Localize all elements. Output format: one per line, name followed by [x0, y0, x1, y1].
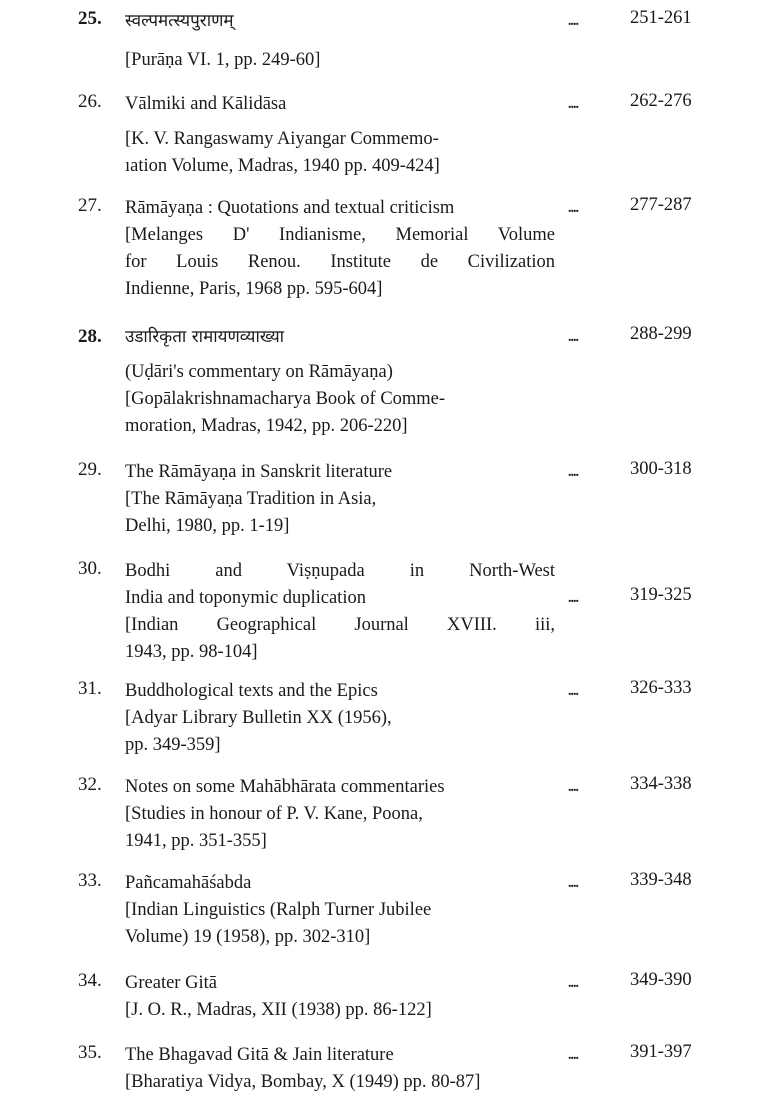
entry-title: Greater Gitā: [125, 973, 217, 993]
leader-dots: ....: [568, 97, 578, 112]
entry-citation: moration, Madras, 1942, pp. 206-220]: [125, 416, 408, 436]
page-range: 326-333: [630, 678, 692, 698]
leader-dots: ....: [568, 780, 578, 795]
entry-number: 30.: [78, 558, 102, 579]
entry-title: Rāmāyaṇa : Quotations and textual criticism: [125, 198, 455, 218]
entry-citation: [K. V. Rangaswamy Aiyangar Commemo-: [125, 129, 439, 149]
entry-citation: [Melanges D' Indianisme, Memorial Volume: [125, 225, 555, 245]
leader-dots: ....: [568, 876, 578, 891]
entry-number: 28.: [78, 326, 102, 347]
entry-citation: 1943, pp. 98-104]: [125, 642, 258, 662]
entry-number: 26.: [78, 91, 102, 112]
leader-dots: ....: [568, 465, 578, 480]
leader-dots: ....: [568, 201, 578, 216]
entry-title: Bodhi and Viṣṇupada in North-West: [125, 561, 555, 581]
entry-citation: [Studies in honour of P. V. Kane, Poona,: [125, 804, 423, 824]
entry-citation: [J. O. R., Madras, XII (1938) pp. 86-122]: [125, 1000, 432, 1020]
page-range: 334-338: [630, 774, 692, 794]
entry-number: 33.: [78, 870, 102, 891]
entry-number: 32.: [78, 774, 102, 795]
entry-citation: Volume) 19 (1958), pp. 302-310]: [125, 927, 371, 947]
leader-dots: ....: [568, 330, 578, 345]
page-range: 262-276: [630, 91, 692, 111]
entry-title: Notes on some Mahābhārata commentaries: [125, 777, 445, 797]
page-range: 349-390: [630, 970, 692, 990]
entry-number: 34.: [78, 970, 102, 991]
entry-citation: 1941, pp. 351-355]: [125, 831, 267, 851]
leader-dots: ....: [568, 684, 578, 699]
entry-citation: for Louis Renou. Institute de Civilization: [125, 252, 555, 272]
entry-number: 35.: [78, 1042, 102, 1063]
entry-citation: [Purāṇa VI. 1, pp. 249-60]: [125, 50, 321, 70]
entry-number: 31.: [78, 678, 102, 699]
entry-title: स्वल्पमत्स्यपुराणम्: [125, 11, 234, 31]
entry-citation: [Adyar Library Bulletin XX (1956),: [125, 708, 392, 728]
entry-title: Pañcamahāśabda: [125, 873, 252, 893]
entry-title: The Bhagavad Gitā & Jain literature: [125, 1045, 394, 1065]
entry-citation: [Gopālakrishnamacharya Book of Comme-: [125, 389, 446, 409]
page-range: 251-261: [630, 8, 692, 28]
entry-citation: [The Rāmāyaṇa Tradition in Asia,: [125, 489, 377, 509]
entry-subtitle: (Uḍāri's commentary on Rāmāyaṇa): [125, 362, 393, 382]
entry-citation: Indienne, Paris, 1968 pp. 595-604]: [125, 279, 383, 299]
leader-dots: ....: [568, 1048, 578, 1063]
entry-citation: ıation Volume, Madras, 1940 pp. 409-424]: [125, 156, 440, 176]
leader-dots: ....: [568, 976, 578, 991]
entry-citation: Delhi, 1980, pp. 1-19]: [125, 516, 290, 536]
entry-title: India and toponymic duplication: [125, 588, 366, 608]
page-range: 391-397: [630, 1042, 692, 1062]
leader-dots: ....: [568, 14, 578, 29]
entry-title: उडारिकृता रामायणव्याख्या: [125, 327, 285, 347]
entry-title: Vālmiki and Kālidāsa: [125, 94, 287, 114]
leader-dots: ....: [568, 591, 578, 606]
entry-number: 29.: [78, 459, 102, 480]
entry-number: 25.: [78, 8, 102, 29]
page-range: 319-325: [630, 585, 692, 605]
entry-citation: pp. 349-359]: [125, 735, 221, 755]
entry-citation: [Indian Geographical Journal XVIII. iii,: [125, 615, 555, 635]
entry-citation: [Indian Linguistics (Ralph Turner Jubilee: [125, 900, 432, 920]
page-range: 288-299: [630, 324, 692, 344]
page-range: 339-348: [630, 870, 692, 890]
entry-citation: [Bharatiya Vidya, Bombay, X (1949) pp. 80-87]: [125, 1072, 481, 1092]
entry-number: 27.: [78, 195, 102, 216]
entry-title: Buddhological texts and the Epics: [125, 681, 378, 701]
page-range: 300-318: [630, 459, 692, 479]
page-range: 277-287: [630, 195, 692, 215]
entry-title: The Rāmāyaṇa in Sanskrit literature: [125, 462, 393, 482]
